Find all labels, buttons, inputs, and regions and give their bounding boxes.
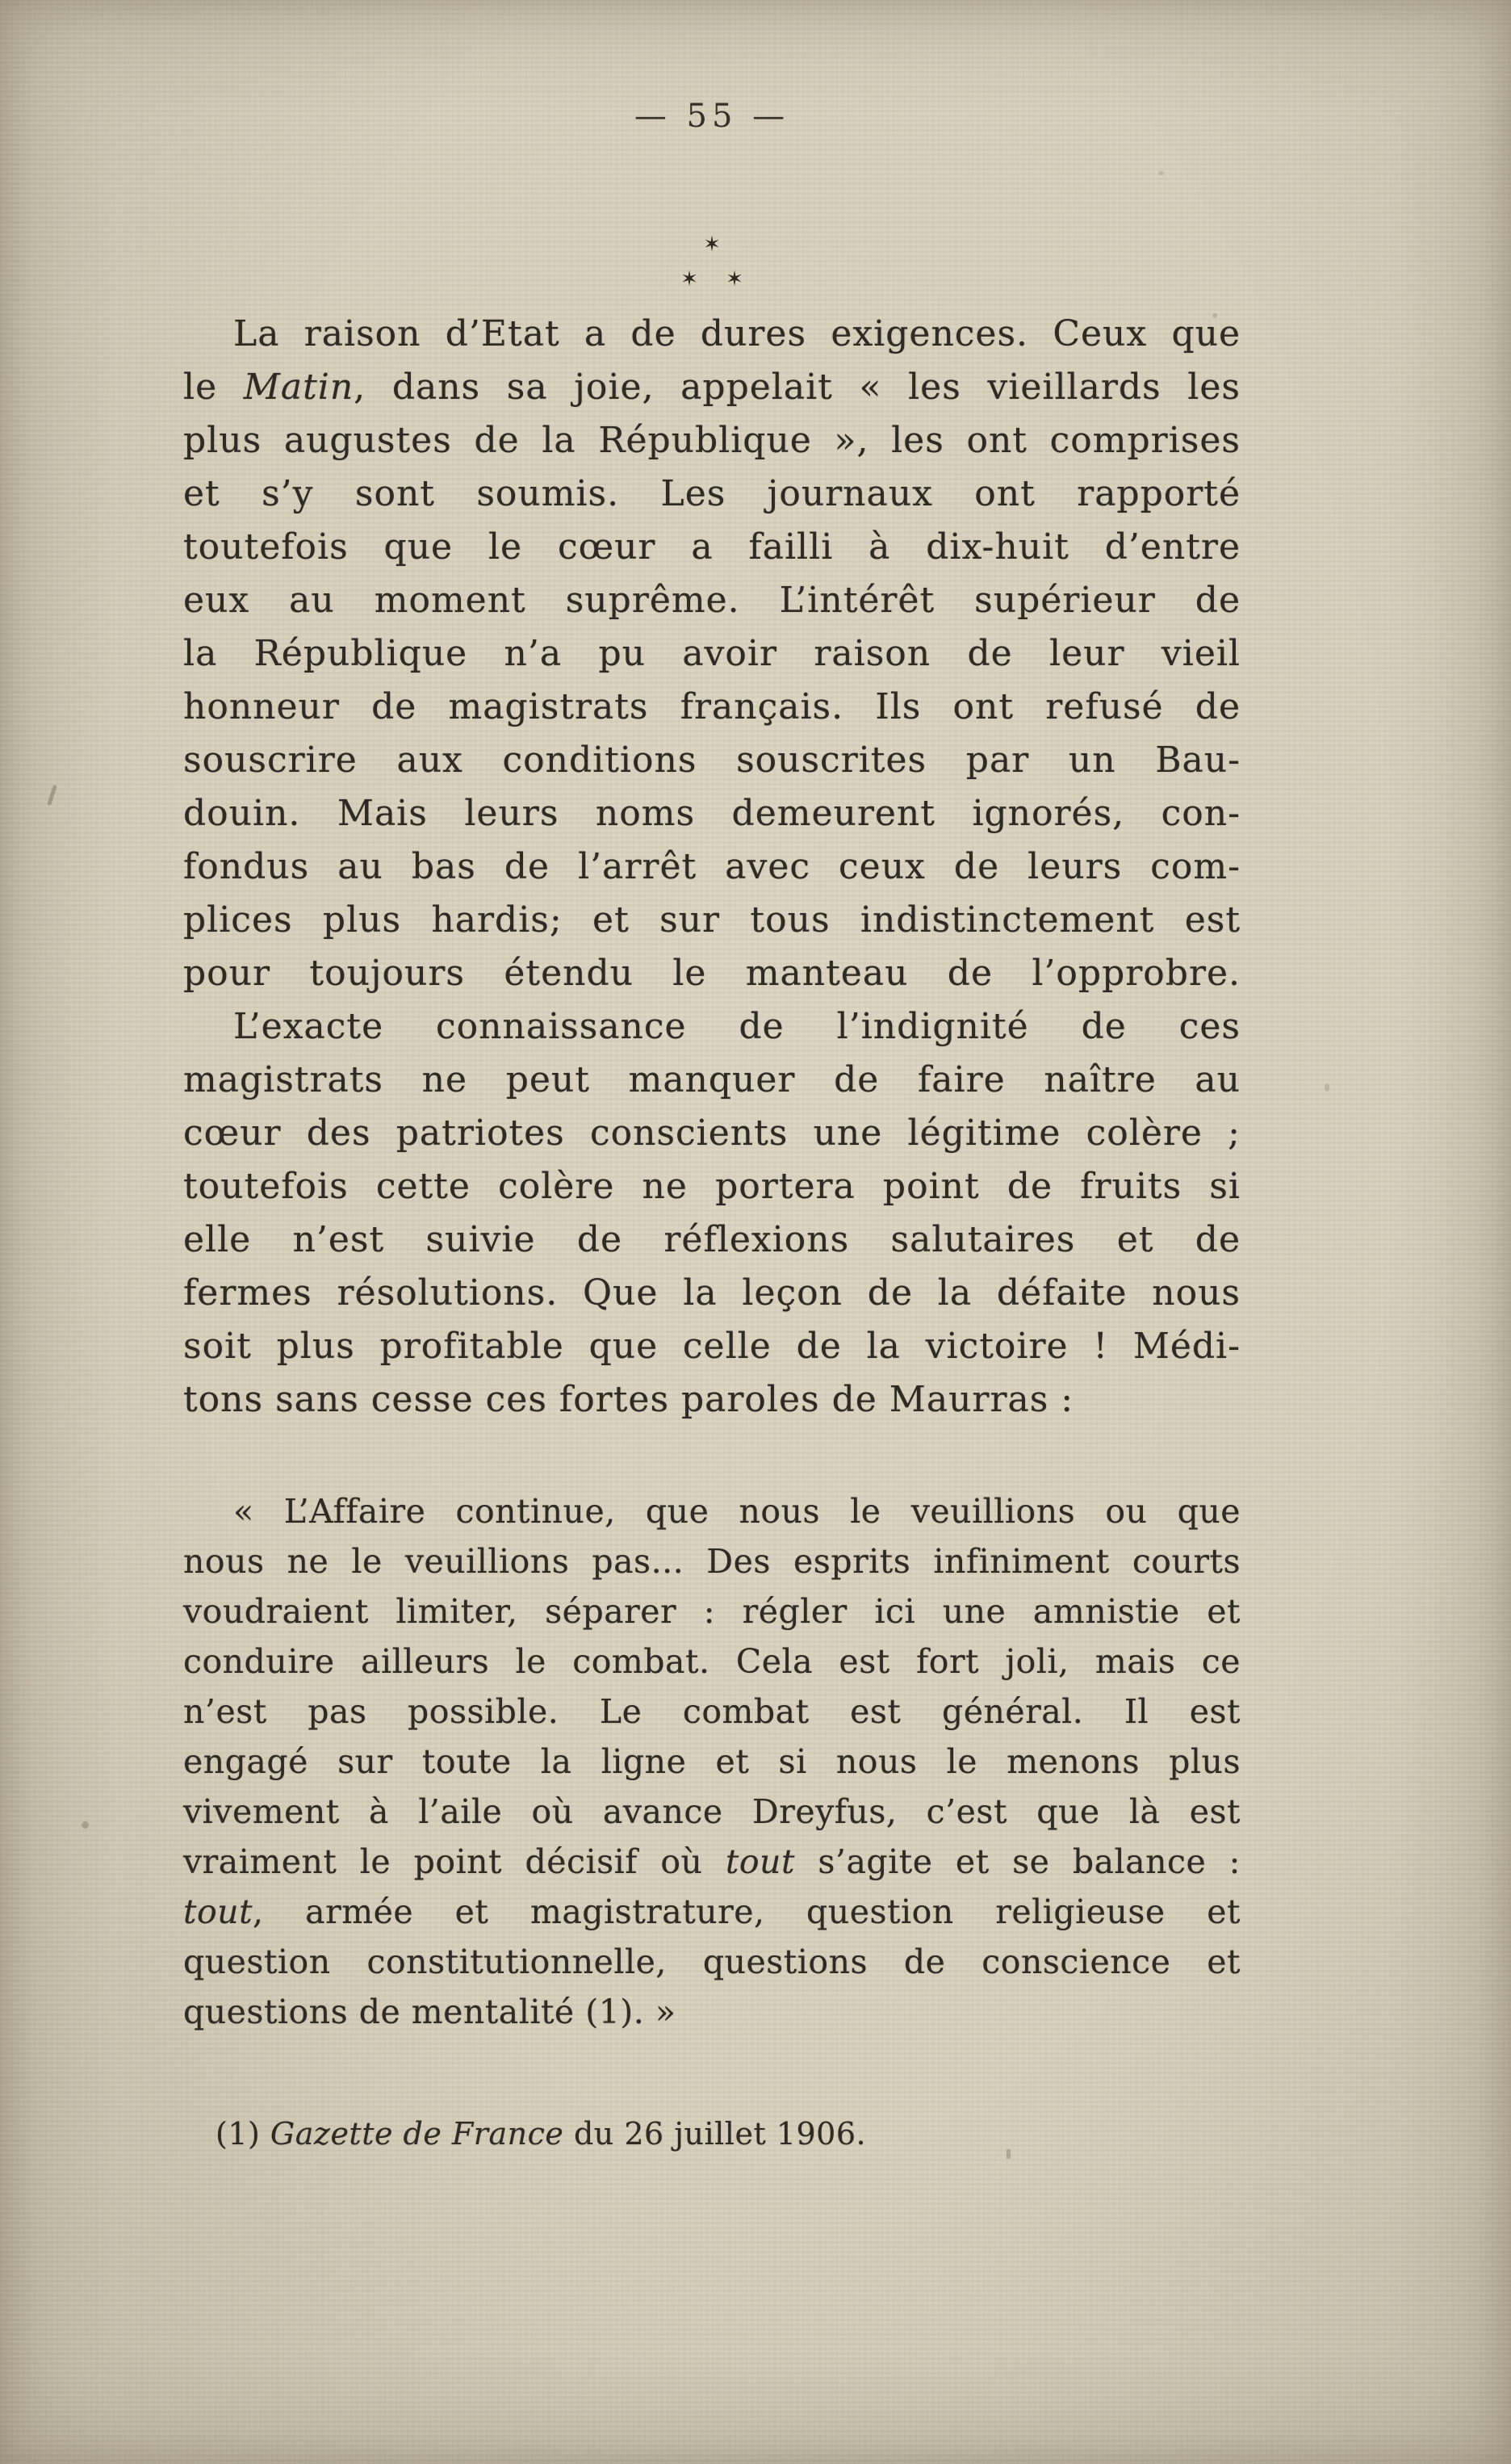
quote-paragraph [183, 1486, 1241, 2037]
text-line: tons sans cesse ces fortes paroles de Maurras : [183, 1379, 1074, 1420]
text-line: elle n’est suivie de réflexions salutaires et de [183, 1219, 1241, 1260]
text-line: plus augustes de la République », les ont comprises [183, 420, 1241, 461]
scan-artifact [47, 785, 57, 806]
text-line: fermes résolutions. Que la leçon de la défaite nous [183, 1272, 1241, 1314]
asterism-star-icon: ✶ [680, 267, 698, 291]
text-line: souscrire aux conditions souscrites par un Bau- [183, 740, 1241, 781]
text-line: tout, armée et magistrature, question religieuse et [183, 1892, 1241, 1931]
text-line: vraiment le point décisif où tout s’agite et se balance : [183, 1842, 1241, 1881]
text-line: douin. Mais leurs noms demeurent ignorés, con- [183, 793, 1241, 834]
asterism-star-icon: ✶ [726, 267, 743, 291]
text-line: et s’y sont soumis. Les journaux ont rapporté [183, 473, 1241, 514]
scan-artifact [82, 1821, 89, 1829]
text-line: L’exacte connaissance de l’indignité de ces [233, 1006, 1241, 1047]
text-line: engagé sur toute la ligne et si nous le menons plus [183, 1742, 1241, 1781]
text-line: n’est pas possible. Le combat est général. Il est [183, 1692, 1241, 1731]
text-line: vivement à l’aile où avance Dreyfus, c’est que là est [183, 1792, 1241, 1831]
text-line: La raison d’Etat a de dures exigences. Ceux que [233, 313, 1241, 354]
text-line: nous ne le veuillions pas... Des esprits infiniment courts [183, 1542, 1241, 1581]
text-line: pour toujours étendu le manteau de l’opprobre. [183, 953, 1241, 994]
text-line: eux au moment suprême. L’intérêt supérieur de [183, 580, 1241, 621]
text-line: la République n’a pu avoir raison de leur vieil [183, 633, 1241, 674]
scan-artifact [1212, 313, 1217, 318]
paragraph [183, 308, 1241, 1000]
text-line: honneur de magistrats français. Ils ont refusé de [183, 686, 1241, 727]
text-line: soit plus profitable que celle de la victoire ! Médi- [183, 1326, 1241, 1367]
text-line: questions de mentalité (1). » [183, 1993, 676, 2031]
asterism-star-icon: ✶ [703, 233, 721, 257]
text-line: cœur des patriotes conscients une légitime colère ; [183, 1113, 1241, 1154]
text-line: « L’Affaire continue, que nous le veuillions ou que [233, 1492, 1241, 1531]
footnote: (1) Gazette de France du 26 juillet 1906. [216, 2116, 867, 2152]
asterism-ornament [183, 234, 1241, 290]
text-line: question constitutionnelle, questions de conscience et [183, 1942, 1241, 1981]
asterism-star-row [183, 269, 1241, 290]
page-content [183, 100, 1241, 2153]
text-line: voudraient limiter, séparer : régler ici une amnistie et [183, 1592, 1241, 1631]
text-line: plices plus hardis; et sur tous indistinctement est [183, 899, 1241, 941]
scan-artifact [1158, 171, 1164, 175]
text-line: magistrats ne peut manquer de faire naître au [183, 1059, 1241, 1100]
scan-artifact [1325, 1083, 1329, 1092]
scan-artifact [1007, 2149, 1011, 2159]
text-block [183, 308, 1241, 2037]
text-line: toutefois cette colère ne portera point de fruits si [183, 1166, 1241, 1207]
page-number: — 55 — [634, 98, 790, 135]
text-line: toutefois que le cœur a failli à dix-huit d’entre [183, 526, 1241, 568]
text-line: le Matin, dans sa joie, appelait « les vieillards les [183, 367, 1241, 408]
text-line: conduire ailleurs le combat. Cela est fort joli, mais ce [183, 1642, 1241, 1681]
paragraph [183, 1000, 1241, 1427]
text-line: fondus au bas de l’arrêt avec ceux de leurs com- [183, 846, 1241, 887]
